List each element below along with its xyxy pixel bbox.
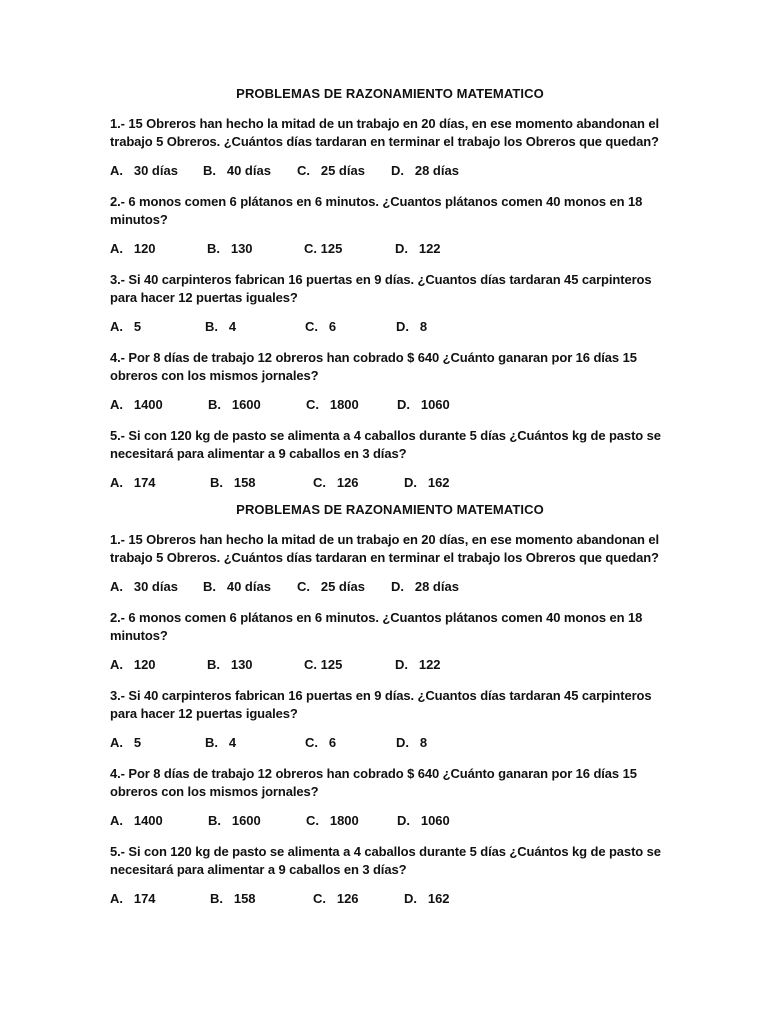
problem-5 [110, 427, 670, 491]
option-c: C. 125 [304, 241, 343, 256]
option-b: B. 4 [205, 319, 237, 334]
option-a: A. 5 [110, 319, 142, 334]
answer-options [110, 579, 670, 595]
option-a: A. 1400 [110, 397, 163, 412]
answer-options [110, 735, 670, 751]
option-b: B. 40 días [203, 579, 271, 594]
option-b: B. 1600 [208, 397, 261, 412]
problem-4 [110, 765, 670, 829]
problem-question: 4.- Por 8 días de trabajo 12 obreros han cobrado $ 640 ¿Cuánto ganaran por 16 días 15 obreros con los mismos jornales? [110, 766, 637, 799]
option-d: D. 8 [396, 735, 428, 750]
option-b: B. 130 [207, 241, 253, 256]
option-d: D. 28 días [391, 163, 459, 178]
problem-question: 5.- Si con 120 kg de pasto se alimenta a 4 caballos durante 5 días ¿Cuántos kg de pasto se necesitará para alimentar a 9 caballos en 3 días? [110, 844, 661, 877]
worksheet-title: PROBLEMAS DE RAZONAMIENTO MATEMATICO [236, 502, 544, 517]
answer-options [110, 241, 670, 257]
problem-3 [110, 271, 670, 335]
problem-1 [110, 531, 670, 595]
option-c: C. 6 [305, 319, 337, 334]
problem-question: 2.- 6 monos comen 6 plátanos en 6 minutos. ¿Cuantos plátanos comen 40 monos en 18 minutos? [110, 610, 643, 643]
answer-options [110, 657, 670, 673]
problem-2 [110, 193, 670, 257]
option-a: A. 120 [110, 241, 156, 256]
worksheet-2 [110, 502, 670, 921]
answer-options [110, 319, 670, 335]
problem-3 [110, 687, 670, 751]
problem-question: 5.- Si con 120 kg de pasto se alimenta a 4 caballos durante 5 días ¿Cuántos kg de pasto se necesitará para alimentar a 9 caballos en 3 días? [110, 428, 661, 461]
option-d: D. 1060 [397, 813, 450, 828]
option-b: B. 130 [207, 657, 253, 672]
problem-2 [110, 609, 670, 673]
option-a: A. 30 días [110, 579, 178, 594]
option-c: C. 25 días [297, 579, 365, 594]
option-b: B. 158 [210, 475, 256, 490]
problem-question: 4.- Por 8 días de trabajo 12 obreros han cobrado $ 640 ¿Cuánto ganaran por 16 días 15 obreros con los mismos jornales? [110, 350, 637, 383]
option-a: A. 30 días [110, 163, 178, 178]
option-c: C. 126 [313, 475, 359, 490]
option-b: B. 4 [205, 735, 237, 750]
option-a: A. 174 [110, 475, 156, 490]
option-a: A. 1400 [110, 813, 163, 828]
problem-question: 3.- Si 40 carpinteros fabrican 16 puertas en 9 días. ¿Cuantos días tardaran 45 carpinteros para hacer 12 puertas iguales? [110, 688, 652, 721]
option-c: C. 125 [304, 657, 343, 672]
option-a: A. 5 [110, 735, 142, 750]
option-b: B. 158 [210, 891, 256, 906]
option-a: A. 174 [110, 891, 156, 906]
option-c: C. 126 [313, 891, 359, 906]
problem-question: 2.- 6 monos comen 6 plátanos en 6 minutos. ¿Cuantos plátanos comen 40 monos en 18 minutos? [110, 194, 643, 227]
problem-5 [110, 843, 670, 907]
option-c: C. 1800 [306, 813, 359, 828]
option-c: C. 25 días [297, 163, 365, 178]
option-c: C. 1800 [306, 397, 359, 412]
option-d: D. 162 [404, 475, 450, 490]
answer-options [110, 397, 670, 413]
answer-options [110, 891, 670, 907]
problem-question: 1.- 15 Obreros han hecho la mitad de un trabajo en 20 días, en ese momento abandonan el trabajo 5 Obreros. ¿Cuántos días tardaran en terminar el trabajo los Obreros que quedan? [110, 532, 659, 565]
worksheet-1 [110, 86, 670, 505]
option-c: C. 6 [305, 735, 337, 750]
answer-options [110, 475, 670, 491]
problem-1 [110, 115, 670, 179]
option-d: D. 8 [396, 319, 428, 334]
problem-question: 1.- 15 Obreros han hecho la mitad de un trabajo en 20 días, en ese momento abandonan el trabajo 5 Obreros. ¿Cuántos días tardaran en terminar el trabajo los Obreros que quedan? [110, 116, 659, 149]
option-d: D. 122 [395, 241, 441, 256]
option-d: D. 28 días [391, 579, 459, 594]
problem-question: 3.- Si 40 carpinteros fabrican 16 puertas en 9 días. ¿Cuantos días tardaran 45 carpinteros para hacer 12 puertas iguales? [110, 272, 652, 305]
option-d: D. 162 [404, 891, 450, 906]
worksheet-title: PROBLEMAS DE RAZONAMIENTO MATEMATICO [236, 86, 544, 101]
problem-4 [110, 349, 670, 413]
answer-options [110, 813, 670, 829]
option-d: D. 1060 [397, 397, 450, 412]
option-d: D. 122 [395, 657, 441, 672]
option-b: B. 40 días [203, 163, 271, 178]
option-b: B. 1600 [208, 813, 261, 828]
option-a: A. 120 [110, 657, 156, 672]
answer-options [110, 163, 670, 179]
